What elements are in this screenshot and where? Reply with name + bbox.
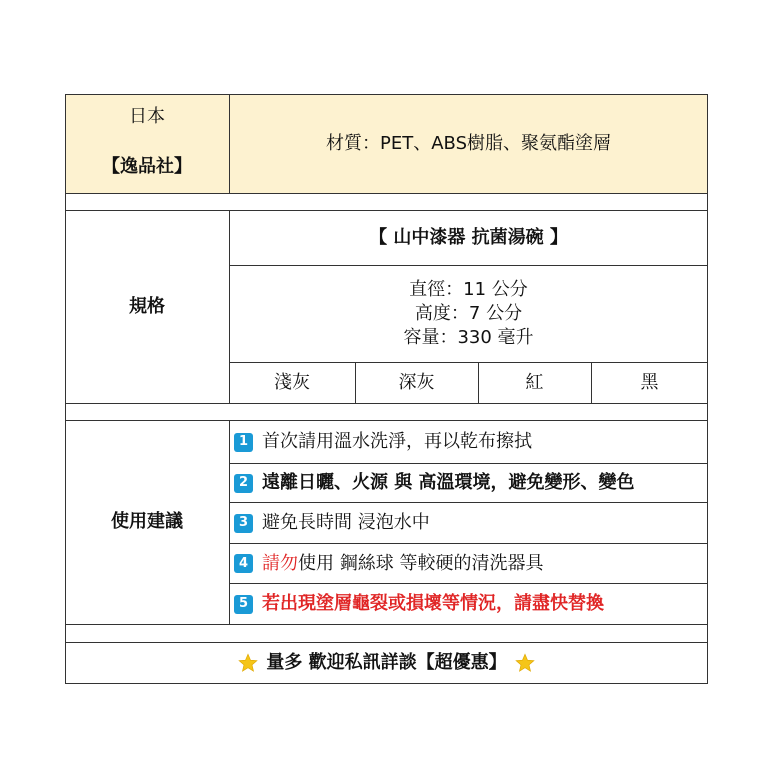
height-text: 高度：7 公分: [414, 303, 523, 324]
color-option-black: 黑: [640, 372, 659, 393]
material-text: 材質：PET、ABS樹脂、聚氨酯塗層: [326, 132, 611, 154]
footer-row: [65, 643, 708, 683]
advice-text-4: 使用 鋼絲球 等較硬的清洗器具: [298, 552, 544, 574]
advice-text-1: 首次請用溫水洗淨，再以乾布擦拭: [262, 431, 532, 452]
color-option-dark-gray: 深灰: [398, 372, 435, 393]
diameter-text: 直徑：11 公分: [409, 279, 528, 300]
table-divider: [65, 403, 708, 404]
dimensions-block: [229, 266, 708, 362]
number-badge-1: 1: [234, 433, 253, 452]
advice-text-2: 遠離日曬、火源 與 高溫環境，避免變形、變色: [262, 472, 635, 493]
table-border-bottom: [65, 683, 708, 684]
table-divider: [65, 193, 708, 194]
spec-label: 規格: [129, 295, 165, 317]
advice-text-5: 若出現塗層龜裂或損壞等情況，請盡快替換: [262, 593, 604, 614]
table-divider: [65, 624, 708, 625]
advice-item-1: [234, 421, 532, 463]
capacity-text: 容量：330 毫升: [403, 327, 534, 348]
number-badge-4: 4: [234, 554, 253, 573]
product-name: 【 山中漆器 抗菌湯碗 】: [369, 226, 568, 248]
advice-item-4: [234, 544, 543, 583]
color-option-light-gray: 淺灰: [274, 372, 310, 393]
advice-item-5: [234, 584, 604, 624]
star-icon: [515, 653, 535, 673]
number-badge-3: 3: [234, 514, 253, 533]
advice-item-2: [234, 464, 635, 502]
warning-text: 請勿: [262, 552, 298, 574]
color-option-red: 紅: [525, 372, 544, 393]
advice-label: 使用建議: [111, 511, 183, 532]
origin-label: 日本: [129, 106, 165, 127]
table-column-divider: [229, 420, 230, 624]
advice-text-3: 避免長時間 浸泡水中: [262, 512, 430, 533]
number-badge-5: 5: [234, 595, 253, 614]
footer-text: 量多 歡迎私訊詳談【超優惠】: [266, 652, 507, 673]
number-badge-2: 2: [234, 474, 253, 493]
brand-label: 【逸品社】: [102, 156, 192, 177]
star-icon: [238, 653, 258, 673]
advice-item-3: [234, 503, 430, 543]
